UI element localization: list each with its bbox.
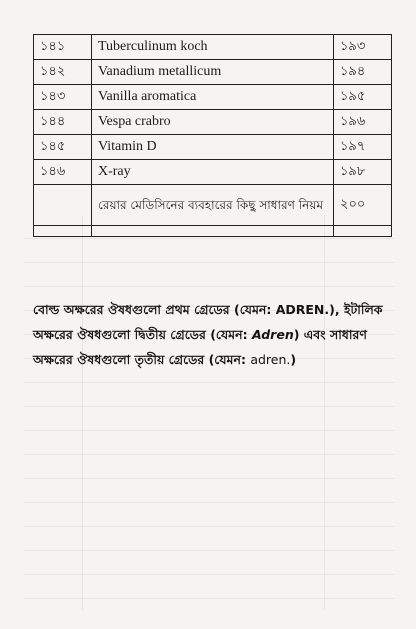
page-number: ১৯৩ [334, 35, 392, 60]
medicine-name: X-ray [92, 160, 334, 185]
table-row [34, 85, 392, 110]
show-through-background [24, 215, 394, 610]
page-number: ১৯৪ [334, 60, 392, 85]
row-number: ১৪৪ [34, 110, 92, 135]
page-number: ১৯৬ [334, 110, 392, 135]
table-row [34, 60, 392, 85]
medicine-index-table [33, 34, 392, 237]
row-number: ১৪৩ [34, 85, 92, 110]
medicine-name: Tuberculinum koch [92, 35, 334, 60]
note-part-2: ) এবং সাধারণ অক্ষরের ঔষধগুলো তৃতীয় গ্রেডের (যেমন: [33, 327, 367, 367]
row-number-empty [34, 185, 92, 226]
note-part-1: বোল্ড অক্ষরের ঔষধগুলো প্রথম গ্রেডের (যেমন: ADREN.), ইটালিক অক্ষরের ঔষধগুলো দ্বিতীয় গ্রেডের (যেমন: [33, 302, 383, 342]
regular-example: adren. [250, 352, 291, 367]
medicine-name: Vitamin D [92, 135, 334, 160]
page-number: ১৯৭ [334, 135, 392, 160]
page-number: ১৯৮ [334, 160, 392, 185]
page-number: ২০০ [334, 185, 392, 226]
table-row [34, 110, 392, 135]
row-number: ১৪২ [34, 60, 92, 85]
medicine-name: Vanadium metallicum [92, 60, 334, 85]
table-row-empty [34, 226, 392, 237]
medicine-name: Vanilla aromatica [92, 85, 334, 110]
row-number: ১৪১ [34, 35, 92, 60]
table-row [34, 160, 392, 185]
medicine-name: রেয়ার মেডিসিনের ব্যবহারের কিছু সাধারণ নিয়ম [92, 185, 334, 226]
italic-example: Adren [251, 327, 294, 342]
table-row [34, 185, 392, 226]
medicine-name: Vespa crabro [92, 110, 334, 135]
row-number: ১৪৬ [34, 160, 92, 185]
grading-note [33, 297, 388, 372]
table-row [34, 135, 392, 160]
row-number: ১৪৫ [34, 135, 92, 160]
page-number: ১৯৫ [334, 85, 392, 110]
table-row [34, 35, 392, 60]
note-part-3: ) [290, 352, 297, 367]
